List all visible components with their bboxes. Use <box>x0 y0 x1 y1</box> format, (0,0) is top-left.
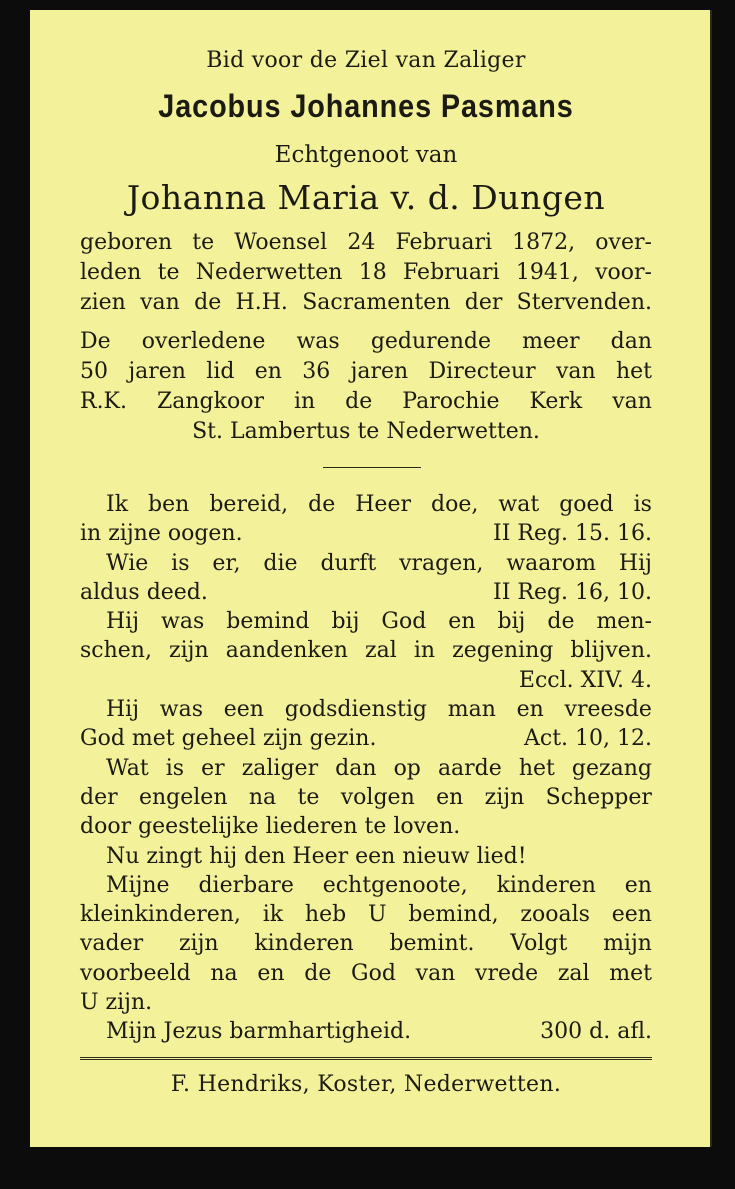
verse-line <box>80 695 652 724</box>
bio-line <box>80 228 652 258</box>
verse-line <box>80 988 652 1017</box>
verse-line <box>80 636 652 665</box>
verse-line <box>80 812 652 841</box>
spouse-name: Johanna Maria v. d. Dungen <box>126 178 606 217</box>
career-line <box>80 327 652 357</box>
verse-text: Wie is er, die durft vragen, waarom Hij <box>106 550 652 576</box>
verse-text: Wat is er zaliger dan op aarde het gezang <box>106 755 652 781</box>
divider-line <box>323 467 421 468</box>
verse-line <box>80 754 652 783</box>
career-line <box>80 417 652 447</box>
verse-line <box>80 666 652 695</box>
double-rule <box>80 1057 652 1060</box>
verse-text: aldus deed. <box>80 579 208 605</box>
career-line-text: R.K. Zangkoor in de Parochie Kerk van <box>80 389 652 414</box>
verse-text: Mijne dierbare echtgenoote, kinderen en <box>106 872 652 898</box>
bio-line-text: leden te Nederwetten 18 Februari 1941, voor- <box>80 260 652 285</box>
verse-line <box>80 783 652 812</box>
verse-text: in zijne oogen. <box>80 521 243 547</box>
verse-line <box>80 929 652 958</box>
verse-text: Ik ben bereid, de Heer doe, wat goed is <box>106 492 652 517</box>
verse-reference: II Reg. 15. 16. <box>493 521 652 547</box>
verse-line <box>80 519 652 548</box>
verse-line <box>80 900 652 929</box>
verse-line <box>80 724 652 753</box>
verse-text: U zijn. <box>80 990 153 1016</box>
verse-line <box>80 842 652 871</box>
verse-text: kleinkinderen, ik heb U bemind, zooals een <box>80 902 652 928</box>
deceased-name: Jacobus Johannes Pasmans <box>158 88 574 124</box>
verse-reference: Eccl. XIV. 4. <box>518 667 652 693</box>
verse-text: vader zijn kinderen bemint. Volgt mijn <box>80 931 652 957</box>
career-line-text: 50 jaren lid en 36 jaren Directeur van het <box>80 359 652 384</box>
verse-text: Nu zingt hij den Heer een nieuw lied! <box>106 843 527 869</box>
career-line <box>80 357 652 387</box>
bio-line-text: zien van de H.H. Sacramenten der Stervenden. <box>80 290 652 315</box>
printer-line: F. Hendriks, Koster, Nederwetten. <box>170 1072 562 1097</box>
verse-text: der engelen na te volgen en zijn Schepper <box>80 784 652 810</box>
bio-line <box>80 288 652 318</box>
verse-reference: II Reg. 16, 10. <box>493 579 652 605</box>
career-line-text: St. Lambertus te Nederwetten. <box>192 419 540 444</box>
intro-line: Bid voor de Ziel van Zaliger <box>206 48 526 73</box>
bio-line <box>80 258 652 288</box>
bio-paragraph <box>80 228 652 318</box>
verse-line <box>80 871 652 900</box>
career-paragraph <box>80 327 652 447</box>
verse-text: door geestelijke liederen te loven. <box>80 814 461 840</box>
verse-line <box>80 959 652 988</box>
verse-line <box>80 578 652 607</box>
verse-text: Hij was bemind bij God en bij de men- <box>106 609 652 635</box>
verse-line <box>80 607 652 636</box>
verse-reference: 300 d. afl. <box>540 1019 652 1045</box>
verse-text: Mijn Jezus barmhartigheid. <box>106 1019 412 1045</box>
verse-text: voorbeeld na en de God van vrede zal met <box>80 960 652 986</box>
verses-block <box>80 490 652 1047</box>
verse-text: God met geheel zijn gezin. <box>80 726 377 752</box>
verse-line <box>80 1017 652 1046</box>
verse-reference: Act. 10, 12. <box>523 726 652 752</box>
verse-line <box>80 549 652 578</box>
career-line <box>80 387 652 417</box>
verse-line <box>80 490 652 519</box>
career-line-text: De overledene was gedurende meer dan <box>80 329 652 354</box>
bio-line-text: geboren te Woensel 24 Februari 1872, over- <box>80 230 652 255</box>
spouse-label: Echtgenoot van <box>274 142 458 168</box>
verse-text: schen, zijn aandenken zal in zegening blijven. <box>80 638 652 664</box>
verse-text: Hij was een godsdienstig man en vreesde <box>106 697 652 723</box>
